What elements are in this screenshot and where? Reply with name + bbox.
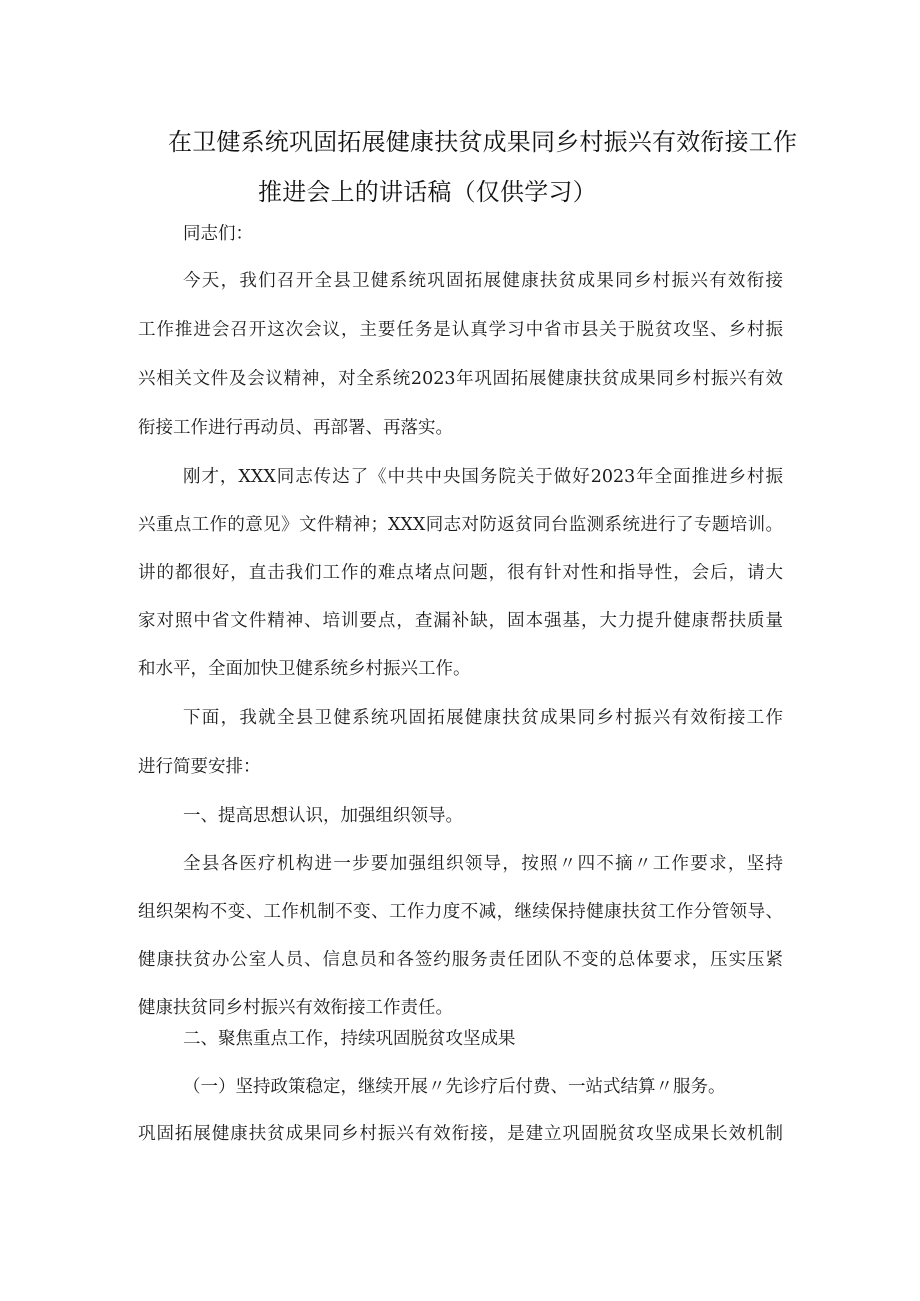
paragraph-4-line-1: 全县各医疗机构进一步要加强组织领导，按照〃四不摘〃工作要求，坚持	[183, 854, 783, 874]
paragraph-4-line-2: 组织架构不变、工作机制不变、工作力度不减，继续保持健康扶贫工作分管领导、	[138, 902, 783, 922]
title-line-2: 推进会上的讲话稿（仅供学习）	[258, 178, 597, 206]
paragraph-2-line-2: 兴重点工作的意见》文件精神；XXX同志对防返贫同台监测系统进行了专题培训。	[138, 515, 783, 535]
section-heading-1: 一、提高思想认识，加强组织领导。	[183, 806, 463, 826]
paragraph-4-line-4: 健康扶贫同乡村振兴有效衔接工作责任。	[138, 998, 453, 1018]
paragraph-4-line-3: 健康扶贫办公室人员、信息员和各签约服务责任团队不变的总体要求，压实压紧	[138, 950, 783, 970]
paragraph-1-line-2: 工作推进会召开这次会议，主要任务是认真学习中省市县关于脱贫攻坚、乡村振	[138, 320, 783, 340]
paragraph-2-line-1: 刚才，XXX同志传达了《中共中央国务院关于做好2023年全面推进乡村振	[183, 467, 783, 487]
paragraph-3-line-2: 进行简要安排：	[138, 757, 261, 777]
title-line-1: 在卫健系统巩固拓展健康扶贫成果同乡村振兴有效衔接工作	[168, 128, 798, 156]
paragraph-1-line-4: 衔接工作进行再动员、再部署、再落实。	[138, 418, 453, 438]
paragraph-1-line-1: 今天，我们召开全县卫健系统巩固拓展健康扶贫成果同乡村振兴有效衔接	[183, 271, 783, 291]
paragraph-2-line-3: 讲的都很好，直击我们工作的难点堵点问题，很有针对性和指导性，会后，请大	[138, 563, 783, 583]
paragraph-5-line-1: 巩固拓展健康扶贫成果同乡村振兴有效衔接，是建立巩固脱贫攻坚成果长效机制	[138, 1124, 783, 1144]
salutation: 同志们：	[183, 224, 253, 244]
subsection-heading-1: （一）坚持政策稳定，继续开展〃先诊疗后付费、一站式结算〃服务。	[183, 1077, 726, 1097]
section-heading-2: 二、聚焦重点工作，持续巩固脱贫攻坚成果	[183, 1029, 516, 1049]
paragraph-1-line-3: 兴相关文件及会议精神，对全系统2023年巩固拓展健康扶贫成果同乡村振兴有效	[138, 369, 783, 389]
paragraph-3-line-1: 下面，我就全县卫健系统巩固拓展健康扶贫成果同乡村振兴有效衔接工作	[183, 708, 783, 728]
paragraph-2-line-5: 和水平，全面加快卫健系统乡村振兴工作。	[138, 659, 471, 679]
paragraph-2-line-4: 家对照中省文件精神、培训要点，查漏补缺，固本强基，大力提升健康帮扶质量	[138, 611, 783, 631]
